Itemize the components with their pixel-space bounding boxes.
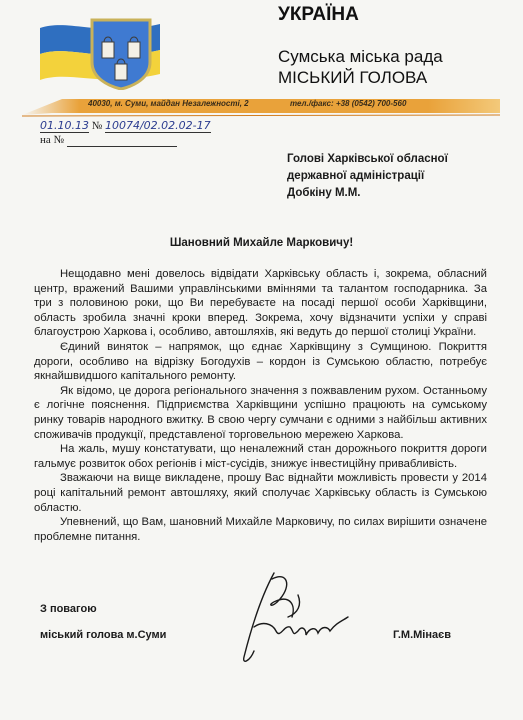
reply-to-label: на №: [40, 134, 65, 146]
letter-body: [34, 267, 487, 544]
signatory-name: Г.М.Мінаєв: [393, 629, 451, 641]
body-paragraph: Як відомо, це дорога регіонального значення з пожвавленим рухом. Останньому є логічне пояснення. Підприємства Харківщини успішно працюють на сумському ринку товарів народного вжитку. В свою чергу сумчани є одними з найбільш активних споживачів продукції, представленої торговельною мережею Харкова.: [34, 384, 487, 441]
header-country: УКРАЇНА: [278, 4, 359, 25]
addressee-block: [287, 151, 448, 202]
reply-to-line: [40, 134, 177, 147]
signatory-title: міський голова м.Суми: [40, 629, 167, 641]
body-paragraph: Єдиний виняток – напрямок, що єднає Харківщину з Сумщиною. Покриття дороги, особливо на відрізку Богодухів – кордон із Сумською областю, потребує якнайшвидшого капітального ремонту.: [34, 340, 487, 383]
addressee-name: Добкіну М.М.: [287, 187, 361, 199]
body-paragraph: Зважаючи на вище викладене, прошу Вас віднайти можливість провести у 2014 році капітальний ремонт автошляху, який сполучає Харківську область із Сумською областю.: [34, 472, 487, 514]
header-council: Сумська міська рада: [278, 47, 443, 66]
addressee-line: Голові Харківської обласної: [287, 153, 448, 165]
body-paragraph: Упевнений, що Вам, шановний Михайле Марковичу, по силах вирішити означене проблемне питання.: [34, 516, 487, 543]
addressee-line: державної адміністрації: [287, 170, 425, 182]
header-phone: тел./факс: +38 (0542) 700-560: [290, 99, 407, 108]
body-paragraph: На жаль, мушу констатувати, що неналежний стан дорожнього покриття дороги гальмує розвиток обох регіонів і міст-сусідів, знижує інвестиційну привабливість.: [34, 443, 487, 470]
registration-number: 10074/02.02.02-17: [104, 119, 211, 132]
handwritten-signature: [232, 565, 352, 670]
header-address: 40030, м. Суми, майдан Незалежності, 2: [88, 99, 249, 108]
registration-no-label: №: [91, 120, 103, 132]
header-position: МІСЬКИЙ ГОЛОВА: [278, 68, 428, 87]
sumy-coat-of-arms-icon: [90, 18, 152, 90]
closing-phrase: З повагою: [40, 603, 97, 615]
reply-to-blank: [67, 134, 177, 147]
salutation: Шановний Михайле Марковичу!: [169, 237, 354, 249]
body-paragraph: Нещодавно мені довелось відвідати Харківську область і, зокрема, обласний центр, вражений Вашими управлінськими вміннями та талантом господарника. За три з половиною роки, що Ви перебуваєте на посаді першої особи Харківщини, область зробила значні кроки вперед. Зокрема, хочу відзначити успіхи у справі благоустрою Харкова і, особливо, автошляхів, які ведуть до першої столиці України.: [34, 268, 487, 339]
registration-line: [40, 119, 211, 133]
registration-date: 01.10.13: [40, 119, 89, 132]
